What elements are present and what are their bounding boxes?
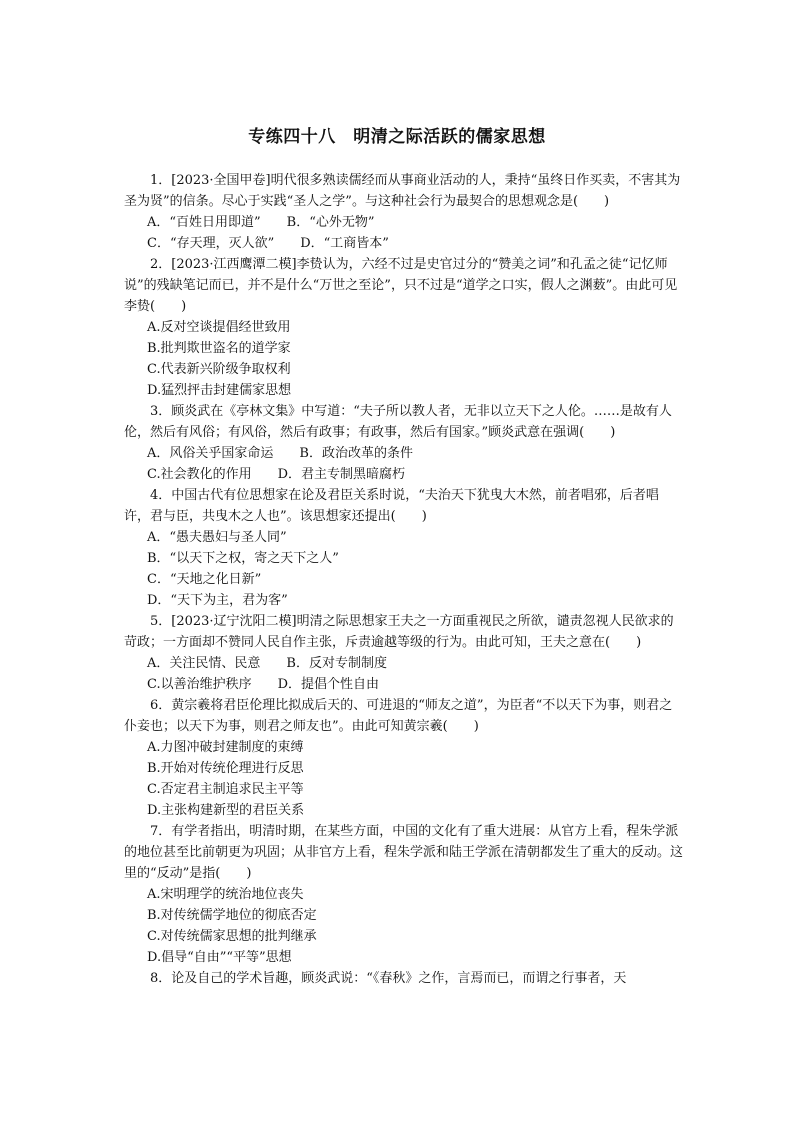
question-stem: 2．[2023·江西鹰潭二模]李贽认为，六经不过是史官过分的“赞美之词”和孔孟之徒“记忆师说”的残缺笔记而已，并不是什么“万世之至论”，只不过是“道学之口实，假人之渊薮”。由此可见李贽( )	[124, 257, 678, 314]
option-line: C.以善治维护秩序 D．提倡个性自由	[147, 677, 380, 692]
option-line: D.主张构建新型的君臣关系	[147, 803, 305, 818]
question-stem: 8．论及自己的学术旨趣，顾炎武说：“《春秋》之作，言焉而已，而谓之行事者，天	[150, 971, 627, 986]
question-6	[124, 695, 684, 821]
option-line: A.宋明理学的统治地位丧失	[147, 887, 304, 902]
question-7	[124, 821, 684, 968]
question-stem: 7．有学者指出，明清时期，在某些方面，中国的文化有了重大进展：从官方上看，程朱学派的地位甚至比前朝更为巩固；从非官方上看，程朱学派和陆王学派在清朝都发生了重大的反动。这里的“反动”是指( )	[124, 824, 684, 881]
question-1	[124, 170, 684, 254]
question-stem: 6．黄宗羲将君臣伦理比拟成后天的、可进退的“师友之道”，为臣者“不以天下为事，则君之仆妾也；以天下为事，则君之师友也”。由此可知黄宗羲( )	[124, 698, 673, 734]
question-stem: 5．[2023·辽宁沈阳二模]明清之际思想家王夫之一方面重视民之所欲，谴责忽视人民欲求的苛政；一方面却不赞同人民自作主张，斥责逾越等级的行为。由此可知，王夫之意在( )	[124, 614, 674, 650]
option-line: C.否定君主制追求民主平等	[147, 782, 304, 797]
question-4	[124, 485, 684, 611]
option-line: A．“愚夫愚妇与圣人同”	[147, 530, 287, 545]
option-line: C.代表新兴阶级争取权利	[147, 362, 291, 377]
option-line: B.批判欺世盗名的道学家	[147, 341, 291, 356]
option-line: A．“百姓日用即道” B．“心外无物”	[147, 215, 375, 230]
option-line: A.力图冲破封建制度的束缚	[147, 740, 304, 755]
question-list	[124, 170, 684, 989]
option-line: A．风俗关乎国家命运 B．政治改革的条件	[147, 446, 413, 461]
option-line: D．“天下为主，君为客”	[147, 593, 288, 608]
option-line: C．“存天理，灭人欲” D．“工商皆本”	[147, 236, 389, 251]
question-3	[124, 401, 684, 485]
option-line: D.倡导“自由”“平等”思想	[147, 950, 292, 965]
question-8	[124, 968, 684, 989]
option-line: B．“以天下之权，寄之天下之人”	[147, 551, 339, 566]
page-title: 专练四十八 明清之际活跃的儒家思想	[248, 127, 546, 147]
option-line: A．关注民情、民意 B．反对专制制度	[147, 656, 387, 671]
question-5	[124, 611, 684, 695]
option-line: D.猛烈抨击封建儒家思想	[147, 383, 292, 398]
question-2	[124, 254, 684, 401]
question-stem: 1．[2023·全国甲卷]明代很多熟读儒经而从事商业活动的人，秉持“虽终日作买卖，不害其为圣为贤”的信条。尽心于实践“圣人之学”。与这种社会行为最契合的思想观念是( )	[124, 173, 681, 209]
option-line: B.开始对传统伦理进行反思	[147, 761, 304, 776]
question-stem: 4．中国古代有位思想家在论及君臣关系时说，“夫治天下犹曳大木然，前者唱邪，后者唱许，君与臣，共曳木之人也”。该思想家还提出( )	[124, 488, 659, 524]
option-line: C.对传统儒家思想的批判继承	[147, 929, 317, 944]
option-line: A.反对空谈提倡经世致用	[147, 320, 291, 335]
option-line: C.社会教化的作用 D．君主专制黑暗腐朽	[147, 467, 406, 482]
question-stem: 3．顾炎武在《亭林文集》中写道：“夫子所以教人者，无非以立天下之人伦。……是故有人伦，然后有风俗；有风俗，然后有政事；有政事，然后有国家。”顾炎武意在强调( )	[124, 404, 672, 440]
option-line: C．“天地之化日新”	[147, 572, 262, 587]
option-line: B.对传统儒学地位的彻底否定	[147, 908, 317, 923]
